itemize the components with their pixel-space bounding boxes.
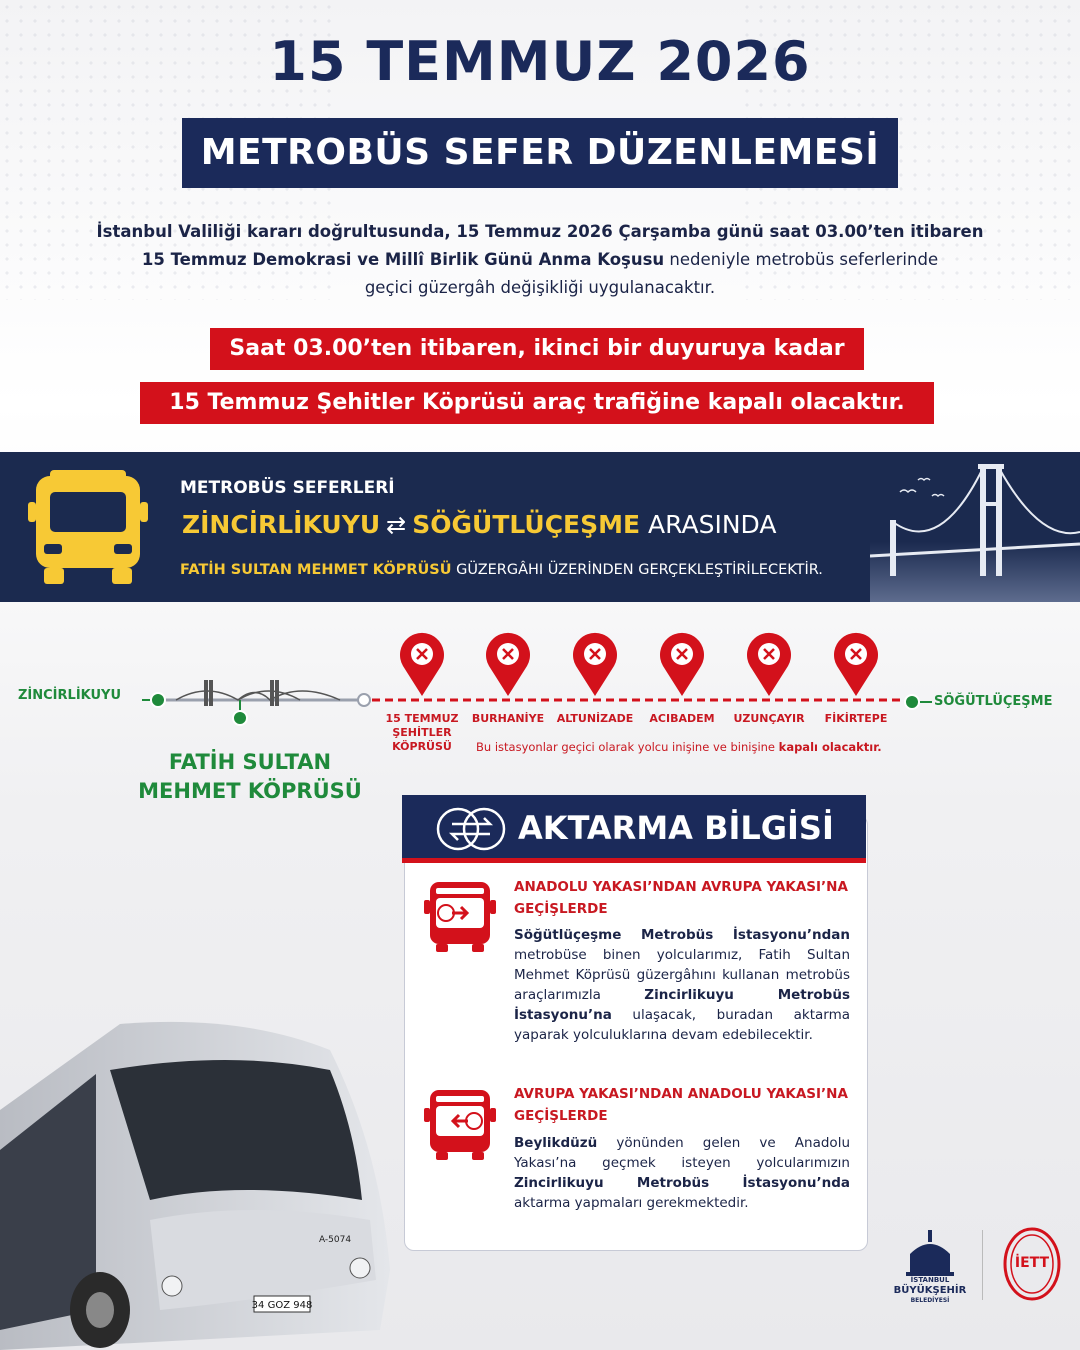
intro-text [60, 218, 1020, 302]
band-route [182, 510, 776, 539]
closed-station-label: 15 TEMMUZ ŞEHİTLER KÖPRÜSÜ [385, 712, 459, 753]
closed-station-label: ALTUNİZADE [556, 712, 634, 725]
route-from: ZİNCİRLİKUYU [182, 510, 381, 539]
route-to: SÖĞÜTLÜÇEŞME [412, 510, 641, 539]
closed-station-pin-icon [570, 630, 620, 698]
intro-line-2-bold: 15 Temmuz Demokrasi ve Millî Birlik Günü Anma Koşusu [141, 250, 665, 269]
bus-exit-icon [422, 1086, 498, 1162]
metrobus-illustration [0, 1010, 400, 1350]
section-1-title: ANADOLU YAKASI’NDAN AVRUPA YAKASI’NA GEÇİŞLERDE [514, 879, 848, 917]
bus-front-icon [28, 468, 148, 588]
closed-note-text: Bu istasyonlar geçici olarak yolcu inişine ve binişine [476, 740, 779, 754]
page-title: 15 TEMMUZ 2026 [269, 30, 811, 93]
ibb-logo-line-1: İSTANBUL [910, 1276, 950, 1284]
bus-enter-icon [422, 878, 498, 954]
sec2-text-2: aktarma yapmaları gerekmektedir. [514, 1195, 749, 1211]
sec2-text-1: yönünden gelen ve Anadolu Yakası’na geçmek isteyen yolcularımızın [514, 1135, 850, 1171]
ibb-logo-line-3: BELEDİYESİ [910, 1297, 950, 1304]
swap-arrows-icon: ⇄ [386, 511, 407, 539]
closed-note-bold: kapalı olacaktır. [778, 740, 882, 754]
sec2-bold-1: Beylikdüzü [514, 1135, 598, 1151]
band-heading: METROBÜS SEFERLERİ [180, 478, 395, 498]
bus-plate: 34 GOZ 948 [251, 1300, 313, 1311]
transfer-title: AKTARMA BİLGİSİ [518, 809, 834, 847]
transfer-arrows-icon [436, 804, 506, 854]
ibb-logo-line-2: BÜYÜKŞEHİR [893, 1285, 967, 1296]
sec1-bold-2: Zincirlikuyu Metrobüs İstasyonu’na [514, 987, 850, 1023]
closed-station-pin-icon [657, 630, 707, 698]
section-1-text [514, 925, 850, 1045]
closed-station-label: UZUNÇAYIR [733, 712, 805, 725]
bridge-label: FATİH SULTAN MEHMET KÖPRÜSÜ [138, 750, 362, 803]
route-info-band [0, 452, 1080, 602]
route-between: ARASINDA [648, 510, 777, 539]
closed-station-pin-icon [831, 630, 881, 698]
closed-station-pin-icon [397, 630, 447, 698]
intro-line-2-rest: nedeniyle metrobüs seferlerinde [664, 250, 939, 269]
alert-line-2: 15 Temmuz Şehitler Köprüsü araç trafiğine kapalı olacaktır. [140, 382, 934, 424]
alert-line-1: Saat 03.00’ten itibaren, ikinci bir duyuruya kadar [210, 328, 864, 370]
closed-station-pin-icon [744, 630, 794, 698]
band-note-bold: FATİH SULTAN MEHMET KÖPRÜSÜ [180, 562, 452, 578]
sec1-text-1: metrobüse binen yolcularımız, Fatih Sultan Mehmet Köprüsü güzergâhını kullanan metrobüs araçlarımızla [514, 947, 850, 1003]
intro-line-1: İstanbul Valiliği kararı doğrultusunda, 15 Temmuz 2026 Çarşamba günü saat 03.00’ten itibaren [96, 222, 984, 241]
band-note [180, 562, 823, 578]
sec1-text-2: ulaşacak, buradan aktarma yaparak yolculuklarına devam edebilecektir. [514, 1007, 850, 1043]
logo-divider [982, 1230, 983, 1300]
closed-station-label: FİKİRTEPE [824, 712, 888, 725]
page-subtitle: METROBÜS SEFER DÜZENLEMESİ [182, 118, 898, 188]
closed-stations-note [476, 740, 882, 754]
ibb-logo-icon [900, 1228, 960, 1278]
route-end-label: SÖĞÜTLÜÇEŞME [934, 694, 1053, 709]
route-start-label: ZİNCİRLİKUYU [18, 688, 122, 703]
closed-station-label: ACIBADEM [649, 712, 715, 725]
bridge-illustration-icon [870, 452, 1080, 602]
section-2-text [514, 1133, 850, 1213]
transfer-card-header [402, 795, 866, 863]
bus-fleet-number: A-5074 [318, 1235, 352, 1245]
closed-station-pin-icon [483, 630, 533, 698]
sec1-bold-1: Söğütlüçeşme Metrobüs İstasyonu’ndan [514, 927, 850, 943]
closed-station-label: BURHANİYE [471, 712, 545, 725]
sec2-bold-2: Zincirlikuyu Metrobüs İstasyonu’nda [514, 1175, 850, 1191]
band-note-rest: GÜZERGÂHI ÜZERİNDEN GERÇEKLEŞTİRİLECEKTİR. [451, 562, 823, 578]
iett-logo-text: İETT [1014, 1255, 1050, 1271]
section-2-title: AVRUPA YAKASI’NDAN ANADOLU YAKASI’NA GEÇİŞLERDE [514, 1086, 848, 1124]
intro-line-3: geçici güzergâh değişikliği uygulanacaktır. [364, 278, 716, 297]
